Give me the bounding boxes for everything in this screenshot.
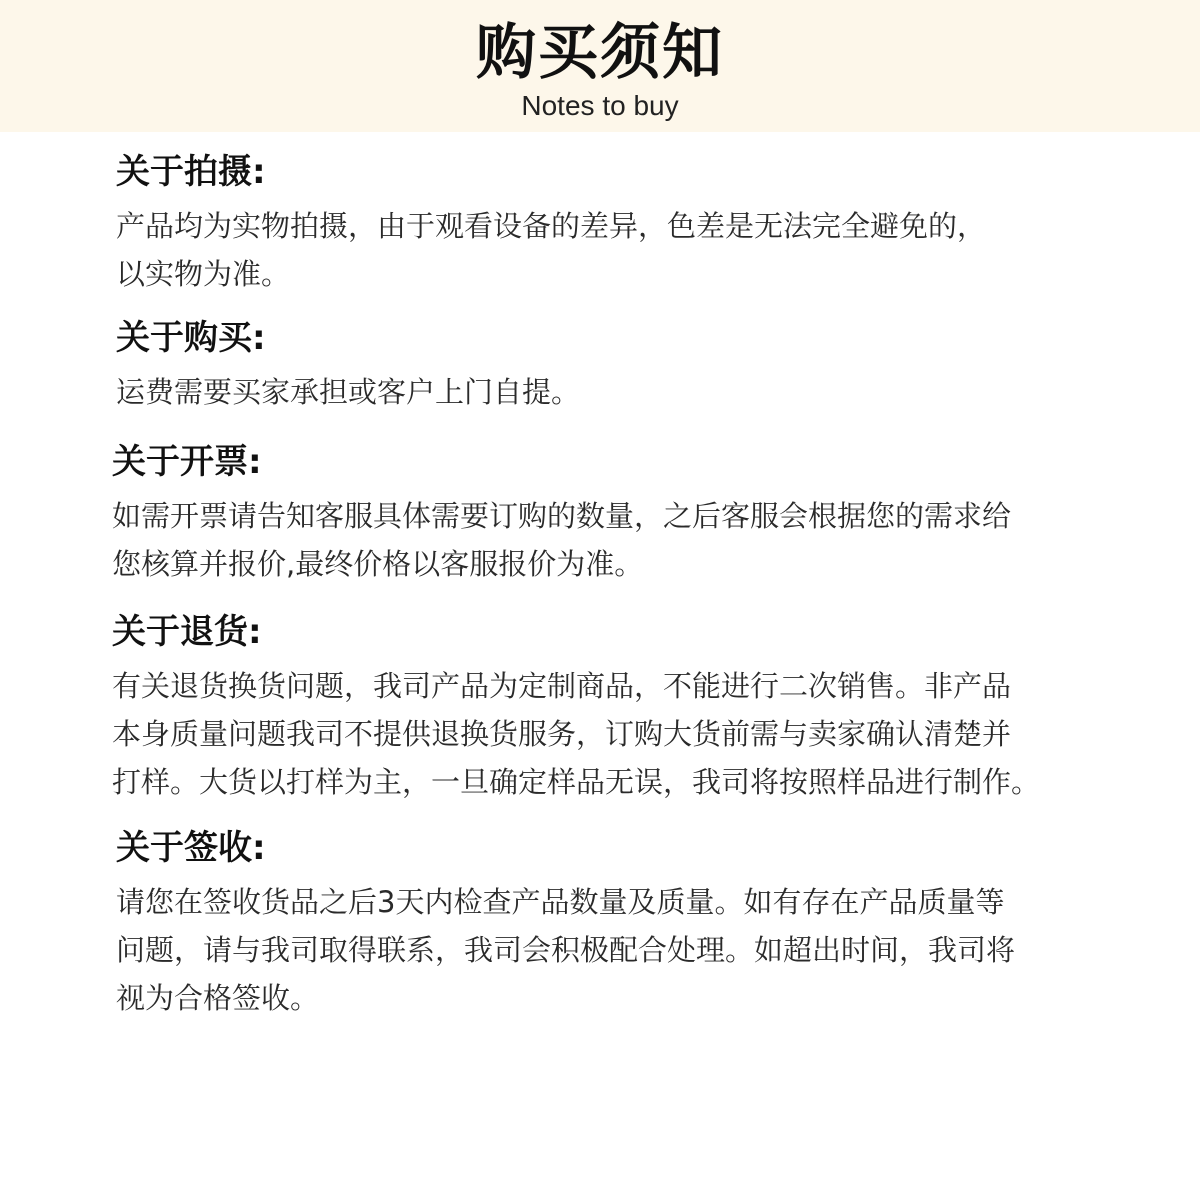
- body-line: 打样。大货以打样为主，一旦确定样品无误，我司将按照样品进行制作。: [112, 765, 1041, 799]
- body-line: 您核算并报价,最终价格以客服报价为准。: [112, 547, 644, 581]
- section-body: [112, 662, 1112, 806]
- body-line: 本身质量问题我司不提供退换货服务，订购大货前需与卖家确认清楚并: [112, 717, 1012, 751]
- body-line: 有关退货换货问题，我司产品为定制商品，不能进行二次销售。非产品: [112, 669, 1012, 703]
- section-body: [116, 202, 1116, 298]
- body-line: 如需开票请告知客服具体需要订购的数量，之后客服会根据您的需求给: [112, 499, 1012, 533]
- body-line: 视为合格签收。: [116, 981, 320, 1015]
- section-heading: 关于签收:: [116, 828, 266, 868]
- section-purchase: [116, 316, 1116, 416]
- section-receipt: [116, 826, 1116, 1022]
- section-heading: 关于购买:: [116, 318, 266, 358]
- page-subtitle: Notes to buy: [521, 90, 679, 121]
- section-heading: 关于拍摄:: [116, 152, 266, 192]
- section-body: [116, 878, 1116, 1022]
- section-heading: 关于开票:: [112, 442, 262, 482]
- page-title: 购买须知: [476, 18, 724, 88]
- section-heading: 关于退货:: [112, 612, 262, 652]
- body-line: 产品均为实物拍摄，由于观看设备的差异，色差是无法完全避免的，: [116, 209, 987, 243]
- body-line: 问题，请与我司取得联系，我司会积极配合处理。如超出时间，我司将: [116, 933, 1016, 967]
- section-invoice: [112, 440, 1112, 588]
- body-line: 以实物为准。: [116, 257, 291, 291]
- section-photography: [116, 150, 1116, 298]
- body-line: 运费需要买家承担或客户上门自提。: [116, 375, 581, 409]
- section-body: [112, 492, 1112, 588]
- section-returns: [112, 610, 1112, 806]
- body-line: 请您在签收货品之后3天内检查产品数量及质量。如有存在产品质量等: [116, 885, 1005, 919]
- header-banner: [0, 0, 1200, 132]
- section-body: [116, 368, 1116, 416]
